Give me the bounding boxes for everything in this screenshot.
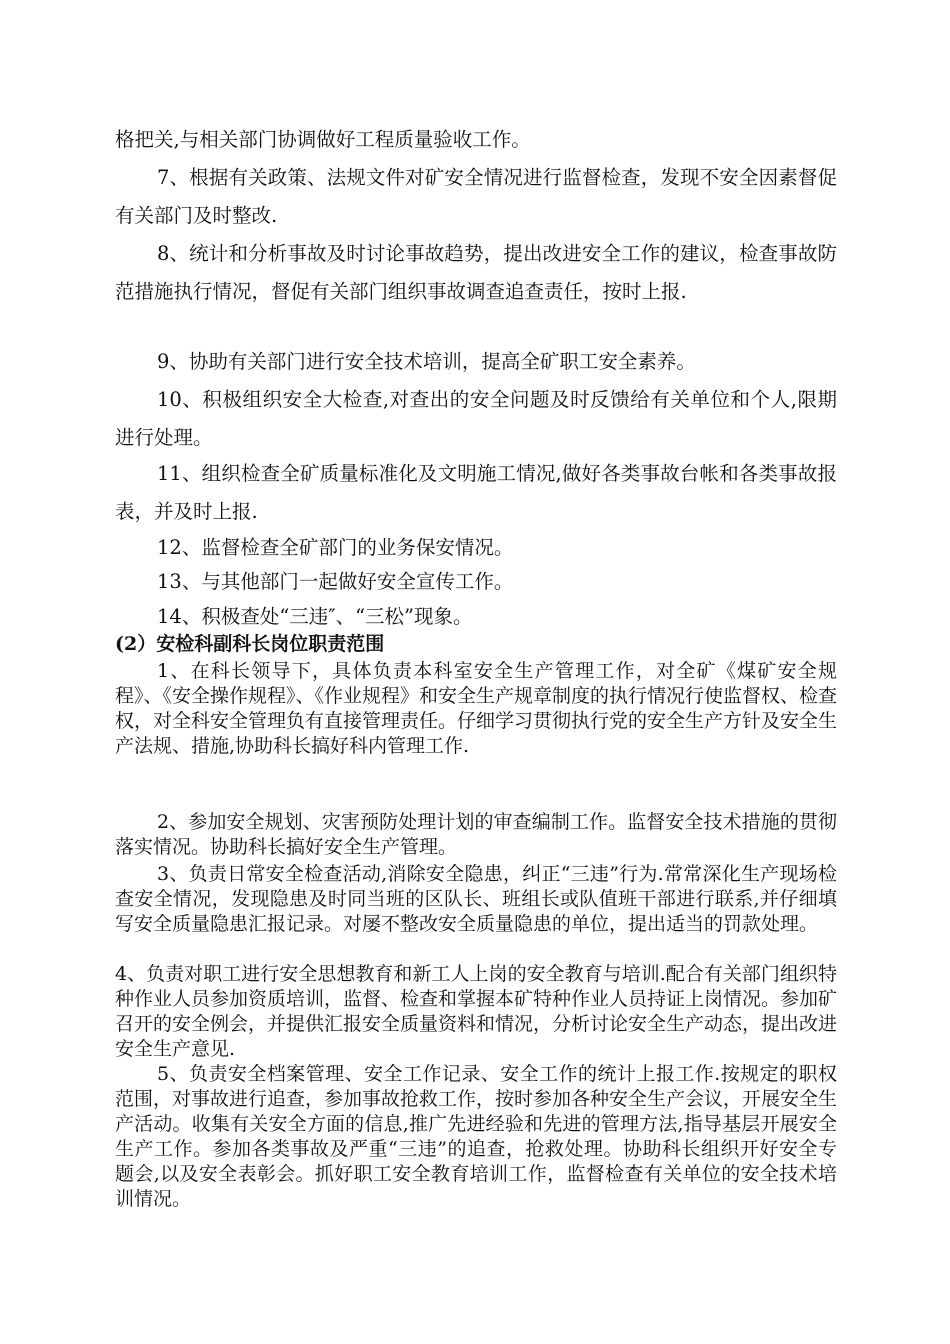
duty-paragraph-3: 3、负责日常安全检查活动,消除安全隐患，纠正“三违”行为.常常深化生产现场检查安全情况，发现隐患及时同当班的区队长、班组长或队值班干部进行联系,并仔细填写安全质量隐患汇报记录。对屡不整改安全质量隐患的单位，提出适当的罚款处理。 [115,863,837,935]
paragraph-item-11: 11、组织检查全矿质量标准化及文明施工情况,做好各类事故台帐和各类事故报表，并及时上报. [115,462,837,523]
paragraph-item-9: 9、协助有关部门进行安全技术培训，提高全矿职工安全素养。 [157,350,696,373]
duty-paragraph-5: 5、负责安全档案管理、安全工作记录、安全工作的统计上报工作.按规定的职权范围，对事故进行追查，参加事故抢救工作，按时参加各种安全生产会议，开展安全生产活动。收集有关安全方面的信息,推广先进经验和先进的管理方法,指导基层开展安全生产工作。参加各类事故及严重“三违”的追查，抢救处理。协助科长组织开好安全专题会,以及安全表彰会。抓好职工安全教育培训工作，监督检查有关单位的安全技术培训情况。 [115,1063,838,1210]
duty-paragraph-2: 2、参加安全规划、灾害预防处理计划的审查编制工作。监督安全技术措施的贯彻落实情况。协助科长搞好安全生产管理。 [115,811,837,858]
paragraph-item-8: 8、统计和分析事故及时讨论事故趋势，提出改进安全工作的建议，检查事故防范措施执行情况，督促有关部门组织事故调查追查责任，按时上报. [115,242,837,303]
paragraph-quality-acceptance: 格把关,与相关部门协调做好工程质量验收工作。 [115,128,531,151]
paragraph-item-12: 12、监督检查全矿部门的业务保安情况。 [157,536,514,559]
duty-paragraph-1: 1、在科长领导下，具体负责本科室安全生产管理工作，对全矿《煤矿安全规程》、《安全操作规程》、《作业规程》和安全生产规章制度的执行情况行使监督权、检查权，对全科安全管理负有直接管理责任。仔细学习贯彻执行党的安全生产方针及安全生产法规、措施,协助科长搞好科内管理工作. [115,660,838,757]
paragraph-item-13: 13、与其他部门一起做好安全宣传工作。 [157,570,514,593]
section-heading: (2）安检科副科长岗位职责范围 [115,633,385,655]
paragraph-item-14: 14、积极查处“三违″、“三松”现象。 [157,605,473,628]
paragraph-item-7: 7、根据有关政策、法规文件对矿安全情况进行监督检查，发现不安全因素督促有关部门及时整改. [115,166,837,227]
paragraph-item-10: 10、积极组织安全大检查,对查出的安全问题及时反馈给有关单位和个人,限期进行处理。 [115,388,837,449]
duty-paragraph-4: 4、负责对职工进行安全思想教育和新工人上岗的安全教育与培训.配合有关部门组织特种作业人员参加资质培训，监督、检查和掌握本矿特种作业人员持证上岗情况。参加矿召开的安全例会，并提供汇报安全质量资料和情况，分析讨论安全生产动态，提出改进安全生产意见. [115,963,838,1060]
